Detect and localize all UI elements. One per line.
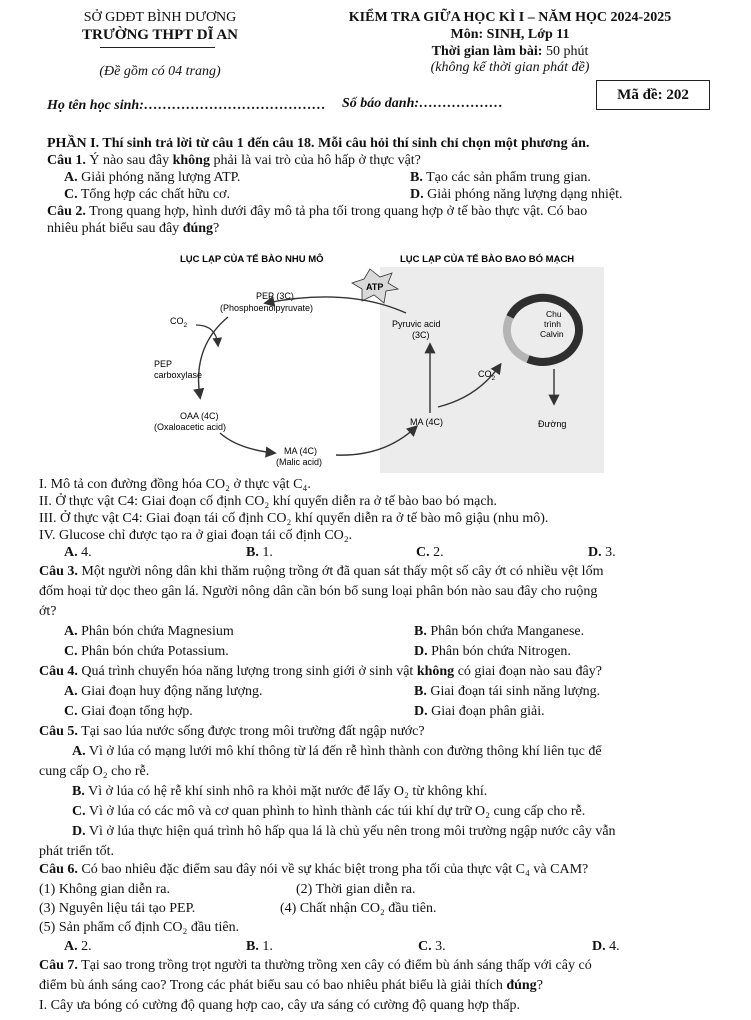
school-name: TRƯỜNG THPT DĨ AN bbox=[82, 27, 238, 43]
ma-label-2: (Malic acid) bbox=[276, 457, 323, 467]
time-value: 50 phút bbox=[545, 44, 589, 59]
pep-to-oaa-arrow bbox=[199, 317, 228, 397]
q4-option-a: A. Giai đoạn huy động năng lượng. bbox=[64, 684, 263, 699]
question-2 bbox=[47, 204, 587, 220]
q2-line-1: Trong quang hợp, hình dưới đây mô tả pha tối trong quang hợp ở tế bào thực vật. Có bao bbox=[85, 204, 588, 219]
exam-title: KIỂM TRA GIỮA HỌC KÌ I – NĂM HỌC 2024-2025 bbox=[348, 10, 672, 25]
q1-text-pre: Ý nào sau đây bbox=[85, 153, 173, 168]
q2-number: Câu 2. bbox=[47, 204, 86, 219]
q4-option-c: C. Giai đoạn tổng hợp. bbox=[64, 704, 193, 719]
time-note: (không kể thời gian phát đề) bbox=[430, 60, 590, 75]
section-1-heading: PHẦN I. Thí sinh trả lời từ câu 1 đến câu 18. Mỗi câu hỏi thí sinh chỉ chọn một phương án. bbox=[47, 136, 590, 151]
q6-item-4: (4) Chất nhận CO₂ đầu tiên. bbox=[280, 901, 437, 916]
calvin-label-1: Chu bbox=[546, 309, 562, 319]
q2-statement-4: IV. Glucose chỉ được tạo ra ở giai đoạn tái cố định CO₂. bbox=[39, 528, 353, 543]
pep-full-label: (Phosphoenolpyruvate) bbox=[220, 303, 314, 313]
q2-statement-1: I. Mô tả con đường đồng hóa CO₂ ở thực vật C₄. bbox=[39, 477, 311, 492]
c4-pathway-diagram bbox=[148, 247, 604, 473]
q6-item-3: (3) Nguyên liệu tái tạo PEP. bbox=[39, 901, 196, 916]
atp-label: ATP bbox=[366, 282, 384, 292]
q6-item-1: (1) Không gian diễn ra. bbox=[39, 882, 171, 897]
q1-text-post: phải là vai trò của hô hấp ở thực vật? bbox=[209, 153, 421, 168]
question-5: Câu 5. Tại sao lúa nước sống được trong môi trường đất ngập nước? bbox=[39, 724, 425, 739]
question-1 bbox=[47, 153, 421, 169]
q5-option-a-line-2: cung cấp O₂ cho rễ. bbox=[39, 764, 150, 779]
q1-number: Câu 1. bbox=[47, 153, 86, 168]
student-name-field: Họ tên học sinh:………………………………… bbox=[47, 98, 326, 113]
q2-option-c: C. 2. bbox=[416, 545, 444, 560]
question-3-line-3: ớt? bbox=[39, 604, 57, 619]
oaa-label-1: OAA (4C) bbox=[180, 411, 219, 421]
pyruvic-label-1: Pyruvic acid bbox=[392, 319, 441, 329]
q7-statement-1: I. Cây ưa bóng có cường độ quang hợp cao, cây ưa sáng có cường độ quang hợp thấp. bbox=[39, 998, 521, 1013]
q5-option-b: B. Vì ở lúa có hệ rễ khí sinh nhô ra khỏi mặt nước để lấy O₂ từ không khí. bbox=[72, 784, 488, 799]
time-line bbox=[310, 44, 710, 60]
q5-option-d: D. Vì ở lúa thực hiện quá trình hô hấp qua lá là chủ yếu nên trong môi trường ngập nước cây vẫn bbox=[72, 824, 616, 839]
header-underline-left bbox=[100, 47, 215, 48]
department-name: SỞ GDĐT BÌNH DƯƠNG bbox=[83, 10, 237, 25]
co2-right-label: $CO_2$ bbox=[478, 369, 496, 382]
question-3-line-2: đốm hoại tử dọc theo gân lá. Người nông dân cần bón bổ sung loại phân bón nào sau đây cho ruộng bbox=[39, 584, 598, 599]
q1-option-d: D. Giải phóng năng lượng dạng nhiệt. bbox=[410, 187, 623, 202]
q4-option-d: D. Giai đoạn phân giải. bbox=[414, 704, 545, 719]
ma-label-1: MA (4C) bbox=[284, 446, 318, 456]
pepc-label-1: PEP bbox=[154, 359, 173, 369]
calvin-label-3: Calvin bbox=[540, 329, 564, 339]
q5-option-c: C. Vì ở lúa có các mô và cơ quan phình to hình thành các túi khí dự trữ O₂ cung cấp cho rễ. bbox=[72, 804, 586, 819]
q2-option-b: B. 1. bbox=[246, 545, 273, 560]
q1-option-a: A. Giải phóng năng lượng ATP. bbox=[64, 170, 241, 185]
q5-option-d-line-2: phát triển tốt. bbox=[39, 844, 115, 859]
pep-label: PEP (3C) bbox=[256, 291, 294, 301]
question-7-line-2: điểm bù ánh sáng cao? Trong các phát biểu sau có bao nhiêu phát biểu là giải thích đúng? bbox=[39, 978, 543, 993]
q2-option-a: A. 4. bbox=[64, 545, 92, 560]
mesophyll-title: LỤC LẠP CỦA TẾ BÀO NHU MÔ bbox=[180, 254, 324, 265]
co2-left-label: $CO_2$ bbox=[170, 316, 188, 329]
q4-option-b: B. Giai đoạn tái sinh năng lượng. bbox=[414, 684, 601, 699]
q6-option-c: C. 3. bbox=[418, 939, 446, 954]
oaa-to-ma-arrow bbox=[220, 433, 274, 453]
bundle-sheath-title: LỤC LẠP CỦA TẾ BÀO BAO BÓ MẠCH bbox=[400, 254, 575, 265]
question-4: Câu 4. Quá trình chuyển hóa năng lượng trong sinh giới ở sinh vật không có giai đoạn nào sau đây? bbox=[39, 664, 602, 679]
q5-option-a: A. Vì ở lúa có mạng lưới mô khí thông từ lá đến rễ hình thành con đường thông khí liên tục để bbox=[72, 744, 602, 759]
exam-code-box bbox=[596, 80, 710, 110]
question-2-line-2: nhiêu phát biểu sau đây đúng? bbox=[47, 221, 220, 236]
bundle-sheath-panel bbox=[380, 267, 604, 473]
q3-option-a: A. Phân bón chứa Magnesium bbox=[64, 624, 234, 639]
oaa-label-2: (Oxaloacetic acid) bbox=[154, 422, 227, 432]
q2-statement-3: III. Ở thực vật C4: Giai đoạn tái cố định CO₂ khí quyển diễn ra ở tế bào mô giậu (nhu mô). bbox=[39, 511, 549, 526]
time-label: Thời gian làm bài: bbox=[431, 44, 543, 59]
pages-note: (Đề gồm có 04 trang) bbox=[99, 64, 221, 79]
question-3: Câu 3. Một người nông dân khi thăm ruộng trồng ớt đã quan sát thấy một số cây ớt có nhiều vệt lốm bbox=[39, 564, 604, 579]
q2-option-d: D. 3. bbox=[588, 545, 616, 560]
exam-code: Mã đề: 202 bbox=[617, 87, 689, 103]
ma-right-label: MA (4C) bbox=[410, 417, 444, 427]
q3-option-c: C. Phân bón chứa Potassium. bbox=[64, 644, 229, 659]
question-7: Câu 7. Tại sao trong trồng trọt người ta thường trồng xen cây có điểm bù ánh sáng thấp với cây có bbox=[39, 958, 592, 973]
sugar-label: Đường bbox=[538, 419, 567, 429]
student-id-field: Số báo danh:……………… bbox=[342, 96, 504, 111]
q6-option-d: D. 4. bbox=[592, 939, 620, 954]
q6-option-b: B. 1. bbox=[246, 939, 273, 954]
q6-option-a: A. 2. bbox=[64, 939, 92, 954]
q1-text-bold: không bbox=[172, 153, 210, 168]
q6-item-5: (5) Sản phẩm cố định CO₂ đầu tiên. bbox=[39, 920, 240, 935]
q2-statement-2: II. Ở thực vật C4: Giai đoạn cố định CO₂ khí quyển diễn ra ở tế bào bao bó mạch. bbox=[39, 494, 498, 509]
pyruvic-label-2: (3C) bbox=[412, 330, 430, 340]
calvin-label-2: trình bbox=[544, 319, 562, 329]
subject-line: Môn: SINH, Lớp 11 bbox=[450, 27, 570, 42]
q3-option-d: D. Phân bón chứa Nitrogen. bbox=[414, 644, 571, 659]
question-6: Câu 6. Có bao nhiêu đặc điểm sau đây nói về sự khác biệt trong pha tối của thực vật C₄ và CAM? bbox=[39, 862, 589, 877]
q1-option-b: B. Tạo các sản phẩm trung gian. bbox=[410, 170, 591, 185]
pepc-label-2: carboxylase bbox=[154, 370, 203, 380]
q6-item-2: (2) Thời gian diễn ra. bbox=[296, 882, 416, 897]
q1-option-c: C. Tổng hợp các chất hữu cơ. bbox=[64, 187, 230, 202]
q3-option-b: B. Phân bón chứa Manganese. bbox=[414, 624, 585, 639]
